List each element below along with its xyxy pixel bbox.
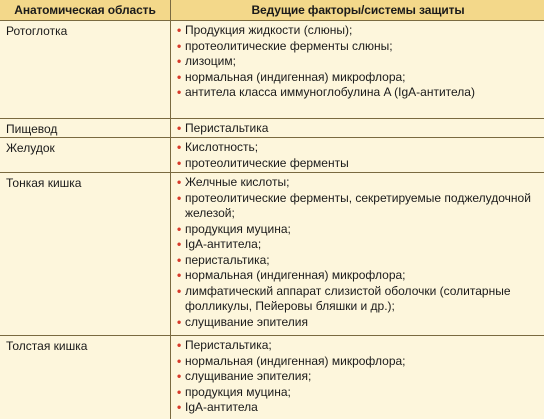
factor-item bbox=[177, 121, 539, 137]
factor-text: Продукция жидкости (слюны); bbox=[185, 23, 353, 37]
factor-text: протеолитические ферменты, секретируемые поджелудочной железой; bbox=[185, 190, 531, 220]
factor-item bbox=[177, 140, 539, 156]
bullet-icon: • bbox=[177, 140, 182, 154]
region-cell: Толстая кишка bbox=[6, 339, 88, 353]
factor-text: Перистальтика bbox=[185, 121, 269, 135]
header-region: Анатомическая область bbox=[14, 3, 156, 17]
factor-item bbox=[177, 315, 539, 331]
factor-text: нормальная (индигенная) микрофлора; bbox=[185, 69, 406, 84]
factor-item bbox=[177, 54, 539, 70]
bullet-icon: • bbox=[177, 384, 182, 399]
factor-item bbox=[177, 70, 539, 86]
factor-text: слущивание эпителия bbox=[185, 314, 308, 329]
bullet-icon: • bbox=[177, 338, 182, 352]
table-row bbox=[0, 119, 544, 138]
factor-text: лизоцим; bbox=[185, 54, 236, 68]
column-divider bbox=[170, 0, 171, 419]
factor-text: продукция муцина; bbox=[185, 384, 291, 399]
bullet-icon: • bbox=[177, 85, 182, 99]
factor-item bbox=[177, 385, 539, 401]
table-row bbox=[0, 173, 544, 336]
factor-item bbox=[177, 156, 539, 172]
factor-text: продукция муцина; bbox=[185, 221, 291, 236]
table-header bbox=[0, 0, 544, 21]
factor-item bbox=[177, 253, 539, 269]
factor-item bbox=[177, 23, 539, 39]
bullet-icon: • bbox=[177, 400, 182, 414]
bullet-icon: • bbox=[177, 314, 182, 329]
factors-list bbox=[177, 121, 539, 137]
bullet-icon: • bbox=[177, 54, 182, 68]
factor-item bbox=[177, 191, 539, 222]
bullet-icon: • bbox=[177, 38, 182, 53]
factor-text: слущивание эпителия; bbox=[185, 369, 312, 383]
bullet-icon: • bbox=[177, 190, 182, 205]
region-cell: Пищевод bbox=[6, 122, 58, 136]
factors-list bbox=[177, 338, 539, 416]
factor-item bbox=[177, 354, 539, 370]
factor-item bbox=[177, 284, 539, 315]
region-cell: Тонкая кишка bbox=[6, 176, 82, 190]
factor-item bbox=[177, 85, 539, 101]
factor-item bbox=[177, 237, 539, 253]
factor-text: Желчные кислоты; bbox=[185, 175, 290, 189]
bullet-icon: • bbox=[177, 69, 182, 84]
factor-item bbox=[177, 39, 539, 55]
factor-text: протеолитические ферменты bbox=[185, 155, 349, 170]
bullet-icon: • bbox=[177, 23, 182, 37]
factor-text: Кислотность; bbox=[185, 140, 259, 154]
factor-text: перистальтика; bbox=[185, 252, 270, 267]
bullet-icon: • bbox=[177, 175, 182, 189]
factors-list bbox=[177, 140, 539, 171]
bullet-icon: • bbox=[177, 155, 182, 170]
factor-item bbox=[177, 175, 539, 191]
factor-item bbox=[177, 400, 539, 416]
bullet-icon: • bbox=[177, 121, 182, 135]
region-cell: Ротоглотка bbox=[6, 24, 68, 38]
factor-item bbox=[177, 338, 539, 354]
factors-list bbox=[177, 23, 539, 101]
table-row bbox=[0, 138, 544, 173]
bullet-icon: • bbox=[177, 283, 182, 298]
factor-text: нормальная (индигенная) микрофлора; bbox=[185, 268, 406, 282]
factor-text: лимфатический аппарат слизистой оболочки (солитарные фолликулы, Пейеровы бляшки и др.); bbox=[185, 283, 511, 313]
table-row bbox=[0, 21, 544, 119]
factor-text: нормальная (индигенная) микрофлора; bbox=[185, 353, 406, 368]
bullet-icon: • bbox=[177, 268, 182, 282]
bullet-icon: • bbox=[177, 237, 182, 251]
factor-item bbox=[177, 369, 539, 385]
factor-text: IgA-антитела bbox=[185, 400, 258, 414]
factor-text: протеолитические ферменты слюны; bbox=[185, 38, 393, 53]
factor-text: антитела класса иммуноглобулина A (IgA-антитела) bbox=[185, 85, 475, 99]
factors-list bbox=[177, 175, 539, 330]
factor-text: IgA-антитела; bbox=[185, 237, 262, 251]
region-cell: Желудок bbox=[6, 141, 55, 155]
bullet-icon: • bbox=[177, 252, 182, 267]
bullet-icon: • bbox=[177, 369, 182, 383]
factor-text: Перистальтика; bbox=[185, 338, 272, 352]
table-row bbox=[0, 336, 544, 419]
bullet-icon: • bbox=[177, 221, 182, 236]
bullet-icon: • bbox=[177, 353, 182, 368]
factor-item bbox=[177, 268, 539, 284]
factor-item bbox=[177, 222, 539, 238]
header-factors: Ведущие факторы/системы защиты bbox=[251, 3, 465, 17]
